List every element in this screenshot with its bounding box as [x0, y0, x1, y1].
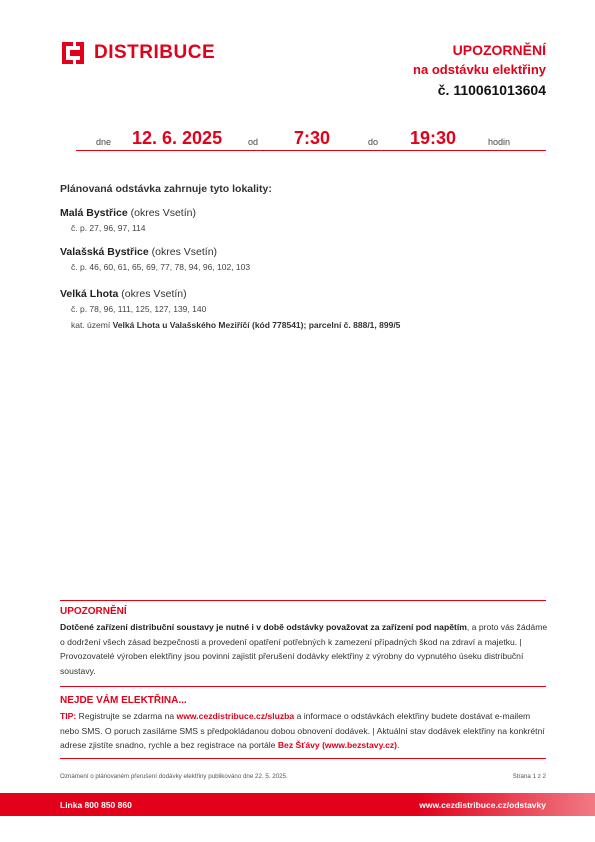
- page-number: Strana 1 z 2: [512, 773, 546, 780]
- location-parts: č. p. 27, 96, 97, 114: [71, 223, 146, 233]
- time-to: 19:30: [410, 128, 457, 148]
- tip-text-3: .: [397, 740, 400, 750]
- location-item: [60, 246, 250, 272]
- parcel-line: [60, 320, 400, 330]
- location-name: Malá Bystřice: [60, 207, 128, 219]
- location-parts: č. p. 46, 60, 61, 65, 69, 77, 78, 94, 96, 102, 103: [71, 262, 251, 272]
- cez-logo-icon: [62, 42, 84, 64]
- tip-text-2: a informace o odstávkách elektřiny budete dostávat e-mailem nebo SMS. O poruch zasíláme SMS s předpokládanou dobou obnovení dodávek. | Aktuální stav dodávek elektřiny na konkrétní adrese zjistíte snadno, rychle a bez registrace na portále: [60, 711, 545, 750]
- tip-title: NEJDE VÁM ELEKTŘINA...: [60, 695, 187, 706]
- location-item: [60, 207, 196, 233]
- notice-subtitle: na odstávku elektřiny: [413, 62, 546, 77]
- warning-bold: Dotčené zařízení distribuční soustavy je nutné i v době odstávky považovat za zařízení pod napětím: [60, 622, 467, 632]
- location-name: Velká Lhota: [60, 288, 119, 300]
- location-district: (okres Vsetín): [121, 288, 187, 300]
- notice-header: [413, 40, 546, 100]
- location-district: (okres Vsetín): [151, 246, 218, 258]
- warning-rest: , a proto vás žádáme o dodržení všech zásad bezpečnosti a provedení opatření potřebných k zamezení případných škod na zdraví a majetku. | Provozovatelé výroben elektřiny jsou povinni zajistit přerušení dodávky elektřiny z výrobny do vypnutého úseku distribuční soustavy.: [60, 622, 548, 676]
- divider: [60, 686, 546, 687]
- tip-text-1: Registrujte se zdarma na: [76, 711, 177, 721]
- parcel-area-name: Velká Lhota u Valašského Meziříčí: [112, 320, 250, 330]
- warning-title: UPOZORNĚNÍ: [60, 606, 127, 617]
- divider: [60, 600, 546, 601]
- hours-label: hodin: [488, 137, 511, 147]
- notice-title: UPOZORNĚNÍ: [452, 42, 546, 58]
- outage-date: 12. 6. 2025: [132, 128, 223, 148]
- publication-note: Oznámení o plánovaném přerušení dodávky elektřiny publikováno dne 22. 5. 2025.: [60, 773, 288, 780]
- location-parts: č. p. 78, 96, 111, 125, 127, 139, 140: [71, 304, 207, 314]
- registration-link[interactable]: www.cezdistribuce.cz/sluzba: [176, 711, 295, 721]
- outages-link[interactable]: www.cezdistribuce.cz/odstavky: [419, 800, 546, 810]
- parcel-code: (kód 778541);: [251, 320, 307, 330]
- parcel-label: parcelní č.: [308, 320, 351, 330]
- day-label: dne: [96, 137, 112, 147]
- divider: [60, 758, 546, 759]
- parcel-prefix: kat. území: [71, 320, 111, 330]
- locations-intro: Plánovaná odstávka zahrnuje tyto lokality:: [60, 183, 272, 195]
- bezstavy-link[interactable]: Bez Šťávy (www.bezstavy.cz): [277, 740, 398, 750]
- parcel-number: 888/1, 899/5: [353, 320, 401, 330]
- location-item: [60, 288, 400, 330]
- to-label: do: [368, 137, 379, 147]
- notice-number: č. 110061013604: [437, 82, 546, 98]
- location-district: (okres Vsetín): [130, 207, 196, 219]
- outage-dateline: [76, 126, 546, 151]
- tip-label: TIP:: [60, 711, 77, 721]
- from-label: od: [248, 137, 259, 147]
- time-from: 7:30: [294, 128, 331, 148]
- location-name: Valašská Bystřice: [60, 246, 149, 258]
- tip-text: [60, 709, 550, 753]
- cez-logo: [62, 42, 215, 64]
- hotline[interactable]: Linka 800 850 860: [60, 800, 132, 810]
- warning-text: [60, 620, 550, 678]
- logo-text: DISTRIBUCE: [94, 42, 216, 63]
